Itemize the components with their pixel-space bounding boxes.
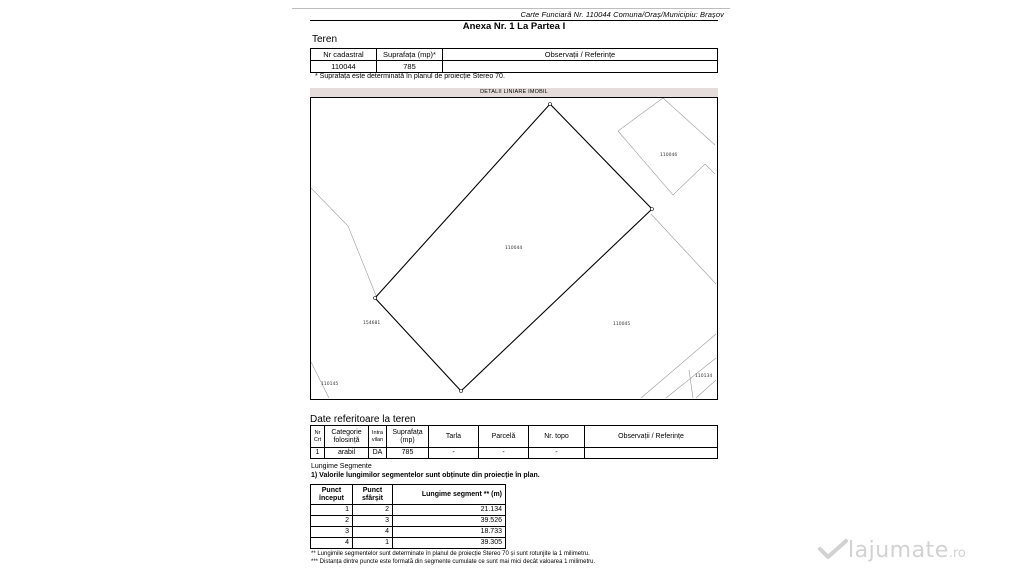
segments-footnote: ** Lungimile segmentelor sunt determinate în planul de proiecție Stereo 70 și sunt rotunjite la 1 milimetru.	[311, 551, 590, 557]
parcel-label: 110134	[695, 374, 713, 379]
table-cell: 785	[377, 61, 443, 73]
column-header: Parcelă	[479, 426, 529, 448]
table-cell: DA	[369, 448, 387, 459]
table-header-row	[311, 426, 718, 448]
watermark	[818, 532, 966, 568]
neighbor-boundary	[311, 188, 377, 298]
table-cell: 2	[353, 505, 393, 516]
column-header: Observații / Referințe	[443, 49, 718, 61]
table-cell: 1	[311, 505, 353, 516]
neighbor-boundary	[663, 98, 715, 145]
segments-subheading: 1) Valorile lungimilor segmentelor sunt obținute din proiecție în plan.	[311, 472, 540, 479]
table-cell: 3	[353, 516, 393, 527]
column-header: Intra vilan	[369, 426, 387, 448]
segments-heading: Lungime Segmente	[311, 463, 372, 470]
table-row	[311, 448, 718, 459]
table-cell	[443, 61, 718, 73]
parcel-label: 110045	[613, 322, 631, 327]
column-header: Nr. topo	[529, 426, 585, 448]
land-data-table	[310, 425, 718, 459]
neighbor-boundary	[311, 362, 329, 398]
table-cell: 39.305	[393, 538, 506, 549]
table-header-row	[311, 485, 506, 505]
parcel-label: 110046	[660, 153, 678, 158]
column-header: Categorie folosință	[325, 426, 369, 448]
parcel-label: 110145	[321, 382, 339, 387]
parcel-label: 154681	[363, 321, 381, 326]
neighbor-boundary	[641, 334, 716, 398]
table-row	[311, 527, 506, 538]
table-row	[311, 505, 506, 516]
table-cell: 39.526	[393, 516, 506, 527]
land-data-heading: Date referitoare la teren	[310, 414, 416, 425]
column-header: Observații / Referințe	[585, 426, 718, 448]
table-cell: 785	[387, 448, 429, 459]
column-header: Suprafața (mp)	[387, 426, 429, 448]
neighbor-boundary	[618, 98, 663, 131]
watermark-text: lajumate	[848, 537, 949, 563]
table-cell: 1	[353, 538, 393, 549]
parcel-plan-map	[310, 97, 718, 400]
neighbor-boundary	[651, 214, 716, 284]
parcel-plan-drawing	[311, 98, 717, 399]
watermark-suffix: .ro	[948, 545, 966, 561]
table-cell: 21.134	[393, 505, 506, 516]
column-header: Lungime segment ** (m)	[393, 485, 506, 505]
document-title: Anexa Nr. 1 La Partea I	[462, 21, 566, 32]
table-cell: -	[479, 448, 529, 459]
vertex-point	[460, 390, 463, 393]
segments-table	[310, 484, 506, 549]
table-header-row	[311, 49, 718, 61]
table-cell: 1	[311, 448, 325, 459]
column-header: Punct sfârșit	[353, 485, 393, 505]
table-cell: 3	[311, 527, 353, 538]
column-header: Punct început	[311, 485, 353, 505]
section-heading: Teren	[312, 34, 338, 45]
surface-note: * Suprafața este determinată în planul de proiecție Stereo 70.	[315, 73, 505, 80]
column-header: Nr cadastral	[311, 49, 377, 61]
map-title: DETALII LINIARE IMOBIL	[310, 88, 718, 97]
watermark-logo-icon	[818, 537, 848, 563]
table-cell: 18.733	[393, 527, 506, 538]
parcel-table	[310, 48, 718, 73]
table-row	[311, 61, 718, 73]
table-cell: arabil	[325, 448, 369, 459]
table-cell: 110044	[311, 61, 377, 73]
table-cell	[585, 448, 718, 459]
table-row	[311, 516, 506, 527]
vertex-point	[374, 297, 377, 300]
table-cell: -	[429, 448, 479, 459]
table-cell: 2	[311, 516, 353, 527]
table-row	[311, 538, 506, 549]
document-reference: Carte Funciară Nr. 110044 Comuna/Oraș/Municipiu: Brașov	[520, 10, 724, 19]
table-cell: 4	[353, 527, 393, 538]
column-header: Nr Crt	[311, 426, 325, 448]
column-header: Suprafața (mp)*	[377, 49, 443, 61]
parcel-label: 110044	[505, 246, 523, 251]
column-header: Tarla	[429, 426, 479, 448]
neighbor-boundary	[618, 131, 715, 195]
vertex-point	[651, 208, 654, 211]
neighbor-boundary	[696, 380, 716, 398]
segments-footnote: *** Distanța dintre puncte este formată din segmente cumulate ce sunt mai mici decât valoarea 1 milimetru.	[311, 559, 596, 565]
table-cell: -	[529, 448, 585, 459]
table-cell: 4	[311, 538, 353, 549]
vertex-point	[549, 103, 552, 106]
page-top-border	[292, 8, 730, 9]
neighbor-boundary	[689, 370, 693, 398]
